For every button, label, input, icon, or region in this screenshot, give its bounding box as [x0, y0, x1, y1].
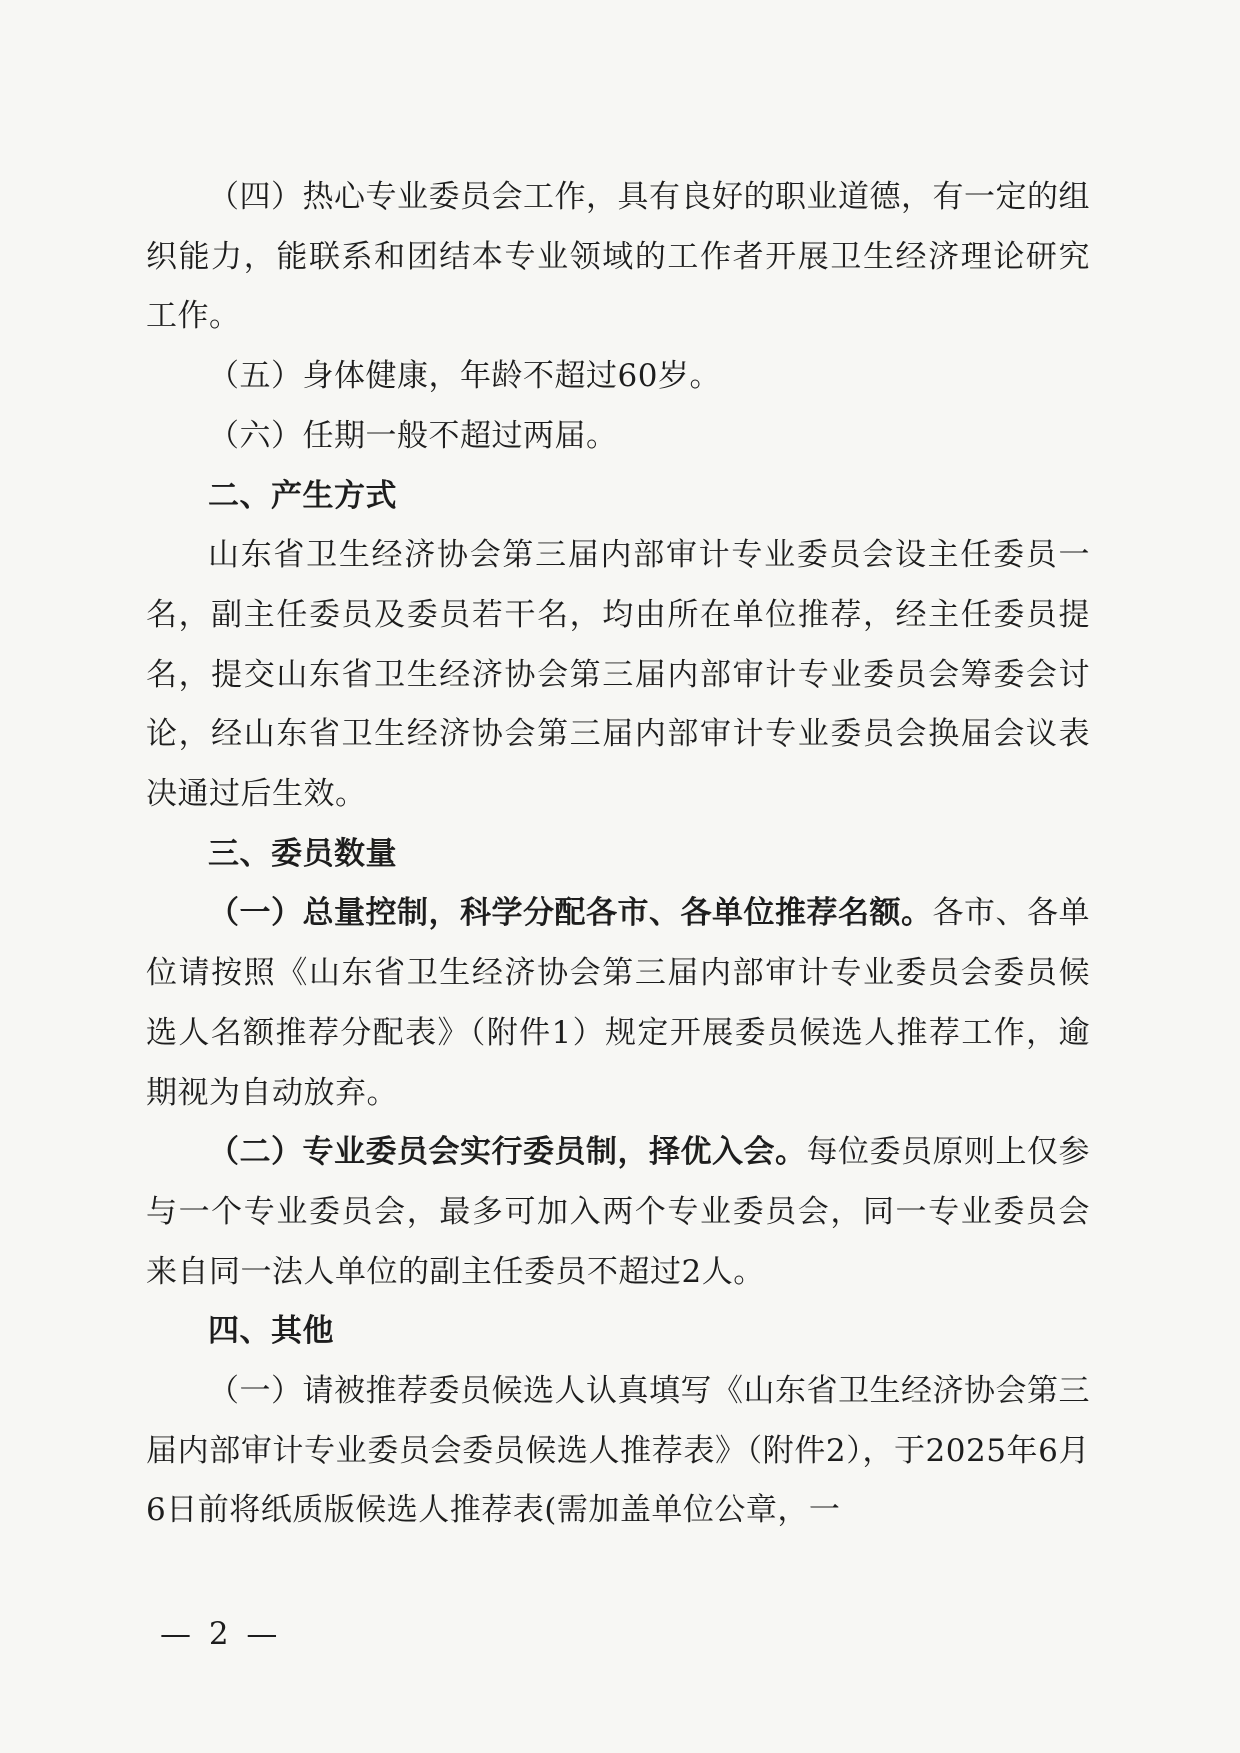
paragraph-member-count-one — [146, 884, 1090, 1123]
paragraph-body-text: 各市、各单位请按照《山东省卫生经济协会第三届内部审计专业委员会委员候选人名额推荐分配表》（附件1）规定开展委员候选人推荐工作，逾期视为自动放弃。 — [146, 895, 1090, 1111]
section-heading-other: 四、其他 — [208, 1313, 334, 1350]
page-number: — 2 — — [160, 1616, 282, 1652]
paragraph-criteria-four: （四）热心专业委员会工作，具有良好的职业道德，有一定的组织能力，能联系和团结本专业领域的工作者开展卫生经济理论研究工作。 — [146, 179, 1090, 335]
section-heading-generation-method: 二、产生方式 — [208, 477, 397, 514]
paragraph-generation-method: 山东省卫生经济协会第三届内部审计专业委员会设主任委员一名，副主任委员及委员若干名，均由所在单位推荐，经主任委员提名，提交山东省卫生经济协会第三届内部审计专业委员会筹委会讨论，经山东省卫生经济协会第三届内部审计专业委员会换届会议表决通过后生效。 — [146, 537, 1090, 813]
document-body — [146, 168, 1090, 1541]
paragraph-criteria-six: （六）任期一般不超过两届。 — [208, 417, 618, 454]
paragraph-member-count-two — [146, 1123, 1090, 1302]
section-heading-member-count: 三、委员数量 — [208, 835, 397, 872]
paragraph-body-text: 每位委员原则上仅参与一个专业委员会，最多可加入两个专业委员会，同一专业委员会来自同一法人单位的副主任委员不超过2人。 — [146, 1134, 1090, 1290]
paragraph-lead-bold: （一）总量控制，科学分配各市、各单位推荐名额。 — [208, 895, 933, 932]
paragraph-criteria-five: （五）身体健康，年龄不超过60岁。 — [208, 358, 721, 395]
paragraph-other-one: （一）请被推荐委员候选人认真填写《山东省卫生经济协会第三届内部审计专业委员会委员候选人推荐表》（附件2），于2025年6月6日前将纸质版候选人推荐表(需加盖单位公章，一 — [146, 1373, 1090, 1529]
paragraph-lead-bold: （二）专业委员会实行委员制，择优入会。 — [208, 1134, 807, 1171]
